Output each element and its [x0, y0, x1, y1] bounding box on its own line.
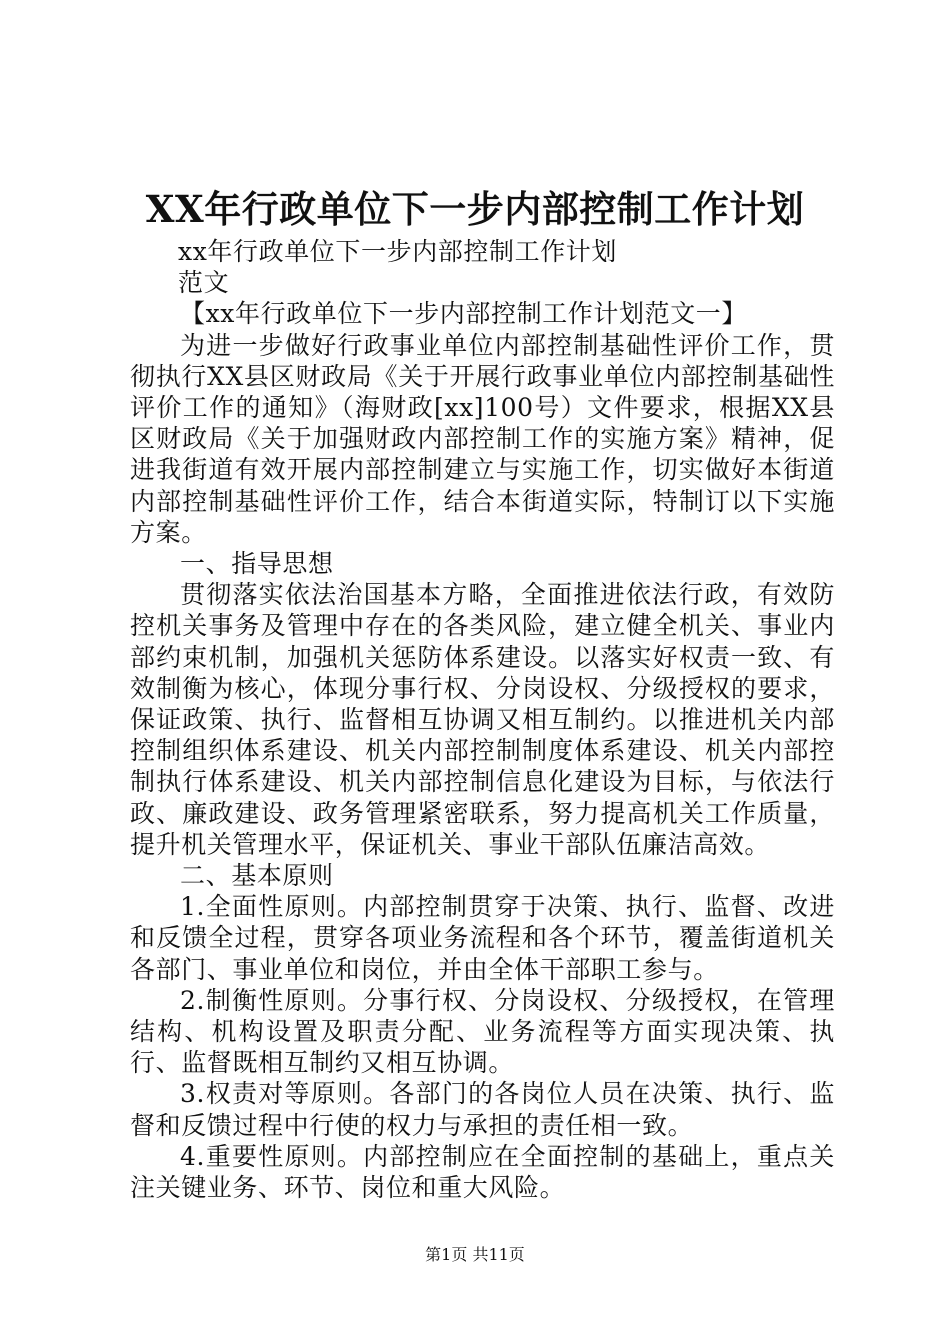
document-title: XX年行政单位下一步内部控制工作计划: [145, 187, 805, 231]
page-footer: 第1页 共11页: [425, 1245, 525, 1264]
subtitle-line-1: xx年行政单位下一步内部控制工作计划: [178, 237, 617, 266]
section-heading: 【xx年行政单位下一步内部控制工作计划范文一】: [180, 299, 747, 329]
intro-paragraph: 为进一步做好行政事业单位内部控制基础性评价工作，贯彻执行XX县区财政局《关于开展行政事业单位内部控制基础性评价工作的通知》（海财政[xx]100号）文件要求，根据XX县区财政局《关于加强财政内部控制工作的实施方案》精神，促进我街道有效开展内部控制建立与实施工作，切实做好本街道内部控制基础性评价工作，结合本街道实际，特制订以下实施方案。: [130, 330, 835, 547]
heading-guiding-ideology: 一、指导思想: [180, 549, 334, 579]
subtitle-line-2: 范文: [178, 268, 230, 298]
heading-basic-principles: 二、基本原则: [180, 861, 334, 891]
document-body: [130, 236, 835, 1203]
principle-item: 1.全面性原则。内部控制贯穿于决策、执行、监督、改进和反馈全过程，贯穿各项业务流程和各个环节，覆盖街道机关各部门、事业单位和岗位，并由全体干部职工参与。: [130, 892, 835, 984]
principle-item: 3.权责对等原则。各部门的各岗位人员在决策、执行、监督和反馈过程中行使的权力与承担的责任相一致。: [130, 1079, 835, 1140]
paragraph-guiding-ideology: 贯彻落实依法治国基本方略，全面推进依法行政，有效防控机关事务及管理中存在的各类风险，建立健全机关、事业内部约束机制，加强机关惩防体系建设。以落实好权责一致、有效制衡为核心，体现分事行权、分岗设权、分级授权的要求，保证政策、执行、监督相互协调又相互制约。以推进机关内部控制组织体系建设、机关内部控制制度体系建设、机关内部控制执行体系建设、机关内部控制信息化建设为目标，与依法行政、廉政建设、政务管理紧密联系，努力提高机关工作质量，提升机关管理水平，保证机关、事业干部队伍廉洁高效。: [130, 580, 835, 859]
principle-item: 2.制衡性原则。分事行权、分岗设权、分级授权，在管理结构、机构设置及职责分配、业务流程等方面实现决策、执行、监督既相互制约又相互协调。: [130, 985, 835, 1078]
principle-item: 4.重要性原则。内部控制应在全面控制的基础上，重点关注关键业务、环节、岗位和重大风险。: [130, 1141, 835, 1203]
